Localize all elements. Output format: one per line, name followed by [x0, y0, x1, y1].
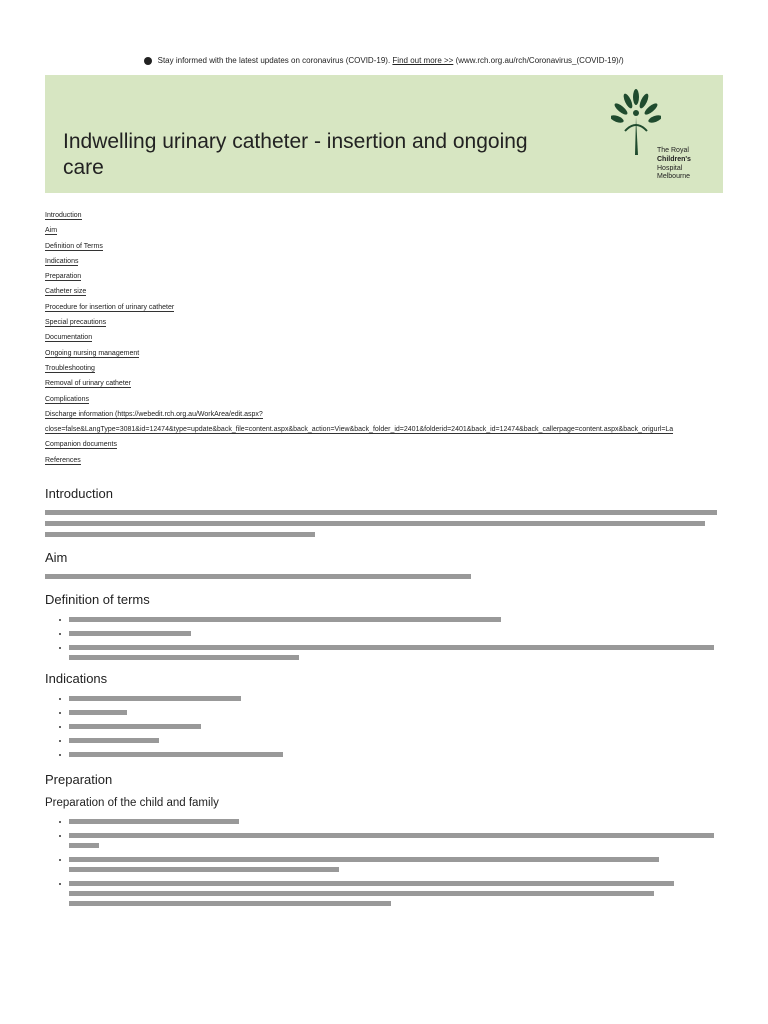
toc-link[interactable]: close=false&LangType=3081&id=12474&type=update&back_file=content.aspx&back_action=View&back_folder_id=2401&folderid=2401&back_id=12474&back_callerpage=content.aspx&back_origurl=La: [45, 426, 674, 434]
toc-link[interactable]: References: [45, 456, 81, 464]
list-item: [69, 750, 717, 760]
list-item: [69, 615, 717, 625]
toc-link[interactable]: Procedure for insertion of urinary catheter: [45, 303, 175, 311]
list-item: [69, 736, 717, 746]
list-item: [69, 831, 717, 851]
toc-link[interactable]: Discharge information (https://webedit.rch.org.au/WorkArea/edit.aspx?: [45, 410, 263, 418]
tree-icon: [611, 89, 661, 155]
toc-link[interactable]: Removal of urinary catheter: [45, 380, 131, 388]
alert-link[interactable]: Find out more >>: [392, 56, 454, 65]
bullet-list: [45, 694, 717, 760]
list-item: [69, 855, 717, 875]
section-heading-aim: Aim: [45, 550, 68, 565]
section-heading-preparation: Preparation: [45, 772, 113, 787]
list-item: [69, 708, 717, 718]
toc-link[interactable]: Companion documents: [45, 441, 117, 449]
list-item: [69, 817, 717, 827]
paragraph: [45, 507, 717, 540]
title-banner: [45, 75, 723, 193]
list-item: [69, 722, 717, 732]
toc-link[interactable]: Documentation: [45, 334, 93, 342]
toc-link[interactable]: Special precautions: [45, 319, 107, 327]
logo-text: The Royal Children's Hospital Melbourne: [657, 147, 691, 181]
toc-link[interactable]: Preparation: [45, 273, 82, 281]
paragraph: [45, 571, 717, 582]
list-item: [69, 694, 717, 704]
main-content: [45, 486, 717, 913]
alert-text: Stay informed with the latest updates on coronavirus (COVID-19).: [157, 56, 391, 65]
section-heading-indications: Indications: [45, 671, 108, 686]
rch-logo[interactable]: [611, 89, 721, 189]
section-heading-introduction: Introduction: [45, 486, 113, 501]
table-of-contents: [45, 208, 735, 468]
info-icon: [144, 57, 152, 65]
page-title: Indwelling urinary catheter - insertion and ongoing care: [63, 130, 528, 180]
section-heading-definition: Definition of terms: [45, 592, 150, 607]
list-item: [69, 879, 717, 909]
covid-alert: [0, 56, 768, 65]
bullet-list: [45, 615, 717, 663]
toc-link[interactable]: Definition of Terms: [45, 242, 103, 250]
toc-link[interactable]: Introduction: [45, 212, 82, 219]
toc-link[interactable]: Indications: [45, 257, 79, 265]
toc-link[interactable]: Complications: [45, 395, 89, 403]
toc-link[interactable]: Catheter size: [45, 288, 87, 296]
toc-link[interactable]: Troubleshooting: [45, 364, 95, 372]
subsection-heading: Preparation of the child and family: [45, 797, 219, 809]
list-item: [69, 629, 717, 639]
toc-link[interactable]: Ongoing nursing management: [45, 349, 140, 357]
list-item: [69, 643, 717, 663]
bullet-list: [45, 817, 717, 909]
toc-link[interactable]: Aim: [45, 227, 58, 235]
alert-url: (www.rch.org.au/rch/Coronavirus_(COVID-19)/): [455, 56, 624, 65]
